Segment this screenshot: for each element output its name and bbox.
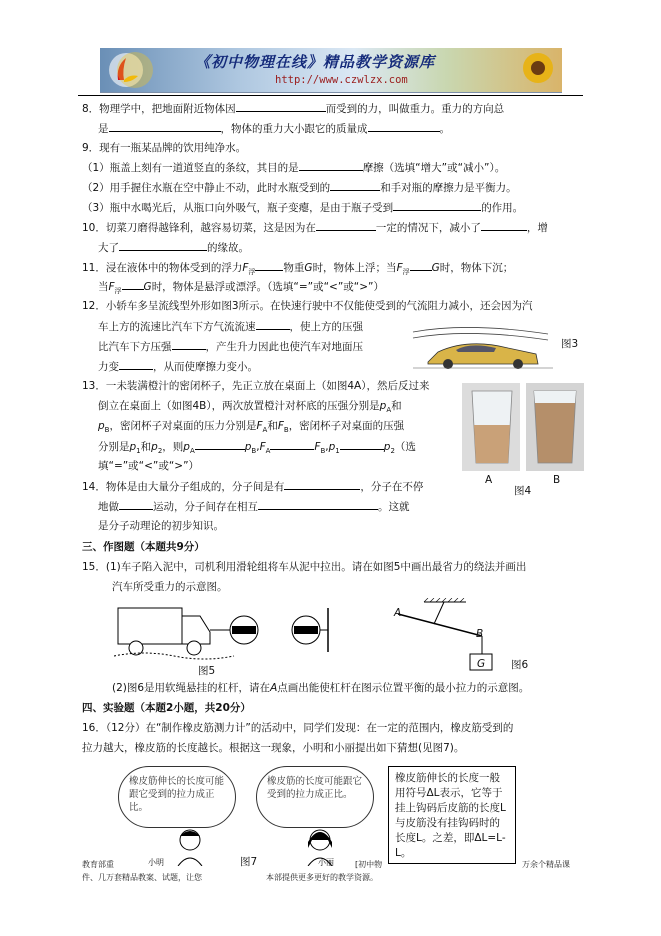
figure-6-label: 图6 — [511, 659, 529, 671]
footer-right: [初中物 — [355, 860, 383, 869]
question-14: 14．物体是由大量分子组成的，分子间是有 ，分子在不停 — [82, 481, 424, 493]
boy-icon — [170, 826, 210, 866]
answer-blank[interactable] — [256, 319, 290, 330]
question-9-2: （2）用手握住水瓶在空中静止不动，此时水瓶受到的 和手对瓶的摩擦力是平衡力。 — [82, 182, 517, 194]
answer-blank[interactable] — [119, 499, 153, 510]
question-9-3: （3）瓶中水喝光后，从瓶口向外吸气，瓶子变瘪，是由于瓶子受到 的作用。 — [82, 202, 524, 214]
figure-7-label: 图7 — [240, 856, 258, 868]
point-b-label: B — [476, 628, 484, 640]
question-10: 10．切菜刀磨得越锋利，越容易切菜，这是因为在 一定的情况下，减小了 ，增 — [82, 222, 548, 234]
question-13-cont: 倒立在桌面上（如图4B），两次放置橙汁对杯底的压强分别是$p_A$和 — [98, 400, 402, 415]
question-8: 8．物理学中，把地面附近物体因 而受到的力，叫做重力。重力的方向总 — [82, 103, 505, 115]
xiaoli-label: 小丽 — [318, 858, 334, 867]
answer-blank[interactable] — [481, 220, 527, 231]
header-banner — [100, 48, 562, 93]
footer-right2: 万余个精品课 — [522, 860, 570, 869]
question-13-cont4: 填“=”或“<”或“>”） — [98, 460, 200, 472]
section-3-heading: 三、作图题（本题共9分） — [82, 541, 205, 553]
figure-6-lever — [394, 598, 504, 674]
question-15-2: (2)图6是用软绳悬挂的杠杆，请在A点画出能使杠杆在图示位置平衡的最小拉力的示意图。 — [112, 682, 530, 694]
note-box: 橡皮筋伸长的长度一般用符号ΔL表示，它等于挂上钩码后皮筋的长度L与皮筋没有挂钩码时的长度L。之差，即ΔL=L-L。 — [388, 766, 516, 864]
footer-left: 教育部重 — [82, 860, 114, 869]
answer-blank[interactable] — [393, 200, 481, 211]
footer-line2: 件、几万套精品教案、试题，让您 — [82, 873, 202, 882]
question-9-1: （1）瓶盖上刻有一道道竖直的条纹，其目的是 摩擦（选填“增大”或“减小”）。 — [82, 162, 506, 174]
question-11: 11．浸在液体中的物体受到的浮力$F_浮$ 物重G时，物体上浮；当$F_浮$ G时，物体下沉； — [82, 262, 514, 277]
figure-5-label: 图5 — [198, 665, 216, 677]
figure-4a-label: A — [485, 474, 493, 486]
answer-blank[interactable] — [172, 339, 206, 350]
question-12: 12．小轿车多呈流线型外形如图3所示。在快速行驶中不仅能使受到的气流阻力减小，还会因为汽 — [82, 300, 533, 312]
question-9: 9．现有一瓶某品牌的饮用纯净水。 — [82, 142, 247, 154]
question-11-cont: 当$F_浮$ G时，物体是悬浮或漂浮。（选填“=”或“<”或“>”） — [98, 281, 384, 296]
weight-g-label: G — [477, 658, 486, 670]
question-16-cont: 拉力越大，橡皮筋的长度越长。根据这一现象，小明和小丽提出如下猜想(见图7)。 — [82, 742, 465, 754]
answer-blank[interactable] — [109, 121, 221, 132]
answer-blank[interactable] — [368, 121, 440, 132]
answer-blank[interactable] — [316, 220, 376, 231]
question-14-cont: 地做 运动，分子间存在相互 。这就 — [98, 501, 410, 513]
figure-4-label: 图4 — [514, 485, 532, 497]
question-13-cont3: 分别是$p_1$和$p_2$，则$p_A$ $p_B,F_A$ $F_B,p_1$ $p_2$（选 — [98, 441, 416, 456]
answer-blank[interactable] — [119, 240, 207, 251]
answer-blank[interactable] — [236, 101, 326, 112]
footer-line2b: 本部提供更多更好的教学资源。 — [266, 873, 378, 882]
speech-bubble-xiaoli: 橡皮筋的长度可能跟它受到的拉力成正比。 — [256, 766, 374, 828]
speech-bubble-xiaoming: 橡皮筋伸长的长度可能跟它受到的拉力成正比。 — [118, 766, 236, 828]
xiaoming-label: 小明 — [148, 858, 164, 867]
question-12-cont3: 力变 ，从而使摩擦力变小。 — [98, 361, 258, 373]
question-12-cont: 车上方的流速比汽车下方气流流速 ，使上方的压强 — [98, 321, 363, 333]
sunflower-icon — [110, 48, 160, 92]
figure-3-car — [408, 322, 558, 370]
question-15-cont: 汽车所受重力的示意图。 — [112, 581, 228, 593]
answer-blank[interactable] — [119, 359, 153, 370]
question-15: 15．(1)车子陷入泥中，司机利用滑轮组将车从泥中拉出。请在如图5中画出最省力的绕法并画出 — [82, 561, 527, 573]
question-14-cont2: 是分子动理论的初步知识。 — [98, 520, 224, 532]
site-url[interactable]: http://www.czwlzx.com — [275, 74, 408, 86]
answer-blank[interactable] — [340, 439, 384, 450]
answer-blank[interactable] — [122, 279, 144, 290]
answer-blank[interactable] — [195, 439, 245, 450]
question-16: 16．（12分）在“制作橡皮筋测力计”的活动中，同学们发现：在一定的范围内，橡皮筋受到的 — [82, 722, 514, 734]
figure-4-cups — [462, 383, 586, 473]
answer-blank[interactable] — [284, 479, 360, 490]
answer-blank[interactable] — [258, 499, 378, 510]
figure-4b-label: B — [553, 474, 561, 486]
answer-blank[interactable] — [255, 260, 283, 271]
point-a-label: A — [394, 607, 402, 619]
site-title: 《初中物理在线》精品教学资源库 — [195, 53, 436, 71]
question-13-cont2: $p_B$，密闭杯子对桌面的压力分别是$F_A$和$F_B$，密闭杯子对桌面的压强 — [98, 420, 405, 435]
answer-blank[interactable] — [410, 260, 432, 271]
figure-3-label: 图3 — [561, 338, 579, 350]
section-4-heading: 四、实验题（本题2小题，共20分） — [82, 702, 251, 714]
question-10-cont: 大了 的缘故。 — [98, 242, 249, 254]
answer-blank[interactable] — [299, 160, 363, 171]
figure-5-truck-pulley — [114, 602, 354, 666]
answer-blank[interactable] — [270, 439, 314, 450]
question-13: 13．一未装满橙汁的密闭杯子，先正立放在桌面上（如图4A），然后反过来 — [82, 380, 430, 392]
sunflower-icon — [510, 48, 560, 92]
header-rule — [78, 95, 583, 96]
question-12-cont2: 比汽车下方压强 ，产生升力因此也使汽车对地面压 — [98, 341, 363, 353]
question-8-cont: 是 ，物体的重力大小跟它的质量成 。 — [98, 123, 450, 135]
answer-blank[interactable] — [330, 180, 380, 191]
